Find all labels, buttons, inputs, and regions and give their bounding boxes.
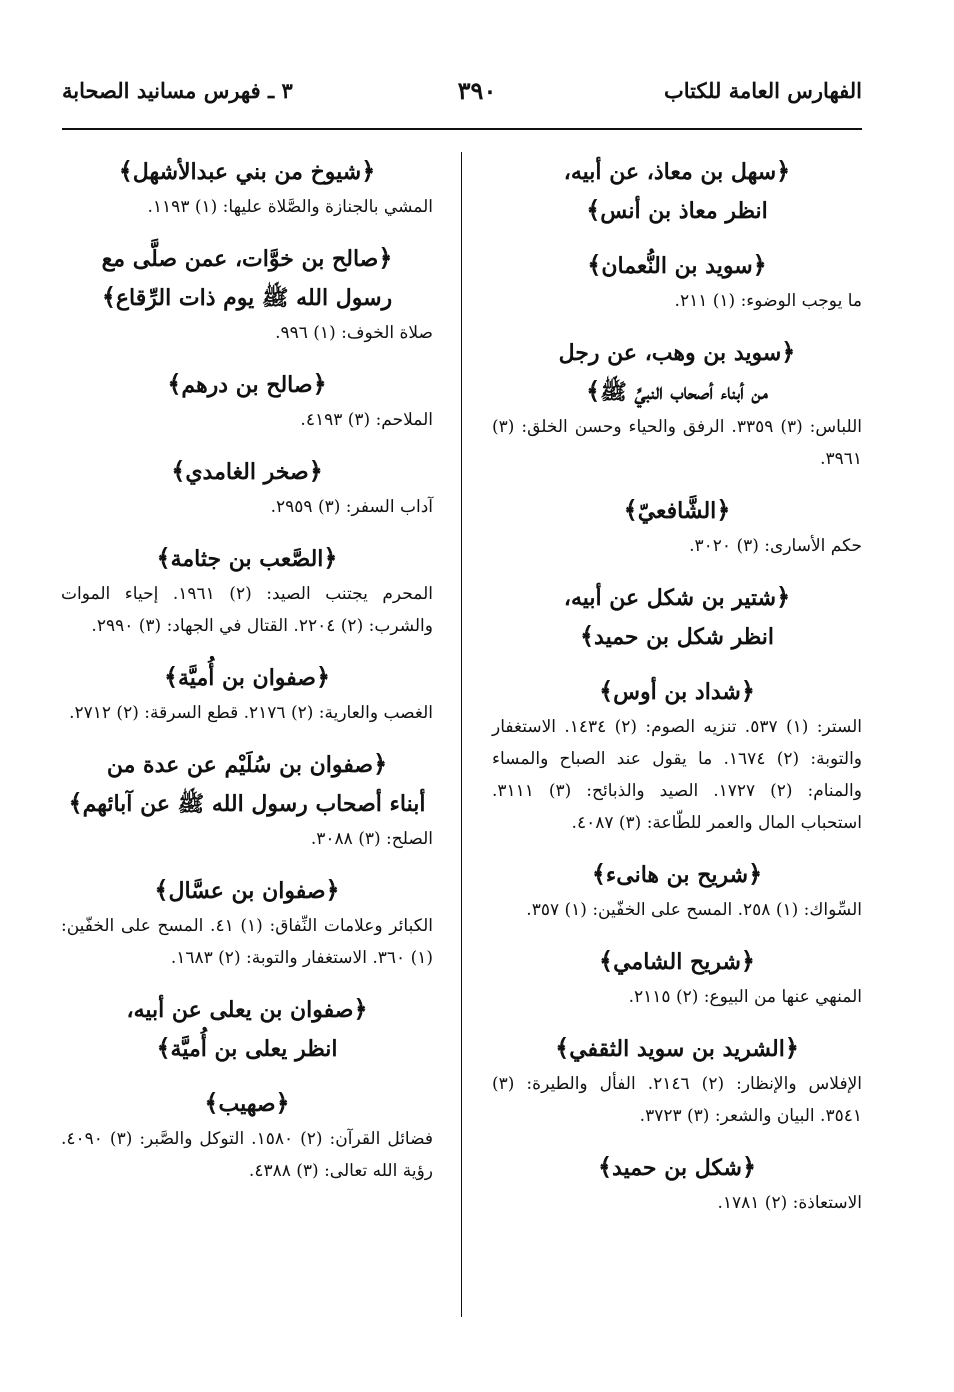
- open-bracket-glyph: ﴿: [776, 582, 791, 611]
- heading-text: الصَّعب بن جثامة: [170, 546, 324, 572]
- heading-line: [492, 152, 862, 191]
- running-header-section-title: ٣ ـ فهرس مسانيد الصحابة: [62, 78, 293, 103]
- open-bracket-glyph: ﴿: [275, 1088, 290, 1117]
- open-bracket-glyph: ﴿: [312, 369, 327, 398]
- index-entry: [492, 333, 862, 475]
- index-entry: [61, 990, 433, 1068]
- heading-line: [61, 452, 433, 491]
- index-entry: [492, 672, 862, 839]
- index-entry: [61, 239, 433, 349]
- entry-heading: [61, 539, 433, 578]
- index-entry: [61, 658, 433, 729]
- close-bracket-glyph: ﴾: [587, 250, 602, 279]
- entry-references: الكبائر وعلامات النِّفاق: (١) ٤١. المسح على الخفّين: (١) ٣٦٠. الاستغفار والتوبة: (٢) ١٦٨٣.: [61, 916, 433, 968]
- heading-text: صفوان بن سُلَيْم عن عدة من: [106, 752, 374, 778]
- entry-references: آداب السفر: (٣) ٢٩٥٩.: [270, 497, 433, 517]
- entry-references: المشي بالجنازة والصَّلاة عليها: (١) ١١٩٣.: [147, 197, 433, 217]
- heading-line: [61, 871, 433, 910]
- entry-references: الاستعاذة: (٢) ١٧٨١.: [717, 1193, 862, 1213]
- open-bracket-glyph: ﴿: [784, 1033, 799, 1062]
- close-bracket-glyph: ﴾: [579, 621, 595, 650]
- close-bracket-glyph: ﴾: [167, 369, 182, 398]
- heading-text: صفوان بن عسَّال: [168, 878, 326, 904]
- heading-line: [492, 578, 862, 617]
- column-divider: [461, 152, 462, 1317]
- close-bracket-glyph: ﴾: [154, 875, 169, 904]
- entry-references: الملاحم: (٣) ٤١٩٣.: [300, 410, 433, 430]
- index-entry: [492, 246, 862, 317]
- heading-line: [492, 191, 862, 230]
- running-header-book-title: الفهارس العامة للكتاب: [663, 78, 862, 103]
- close-bracket-glyph: ﴾: [204, 1088, 219, 1117]
- entry-references: صلاة الخوف: (١) ٩٩٦.: [275, 323, 433, 343]
- close-bracket-glyph: ﴾: [597, 1152, 613, 1181]
- index-entry: [61, 452, 433, 523]
- heading-text: شتير بن شكل عن أبيه،: [563, 585, 777, 611]
- index-entry: [492, 491, 862, 562]
- heading-line: [61, 152, 433, 191]
- entry-references: المحرم يجتنب الصيد: (٢) ١٩٦١. إحياء الموات والشرب: (٢) ٢٢٠٤. القتال في الجهاد: (٣) ٢٩٩٠.: [61, 584, 433, 636]
- entry-heading: [492, 942, 862, 981]
- open-bracket-glyph: ﴿: [752, 250, 767, 279]
- entry-heading: [492, 855, 862, 894]
- heading-line: [492, 855, 862, 894]
- header-divider: [62, 128, 862, 130]
- heading-text: شكل بن حميد: [612, 1155, 742, 1181]
- index-column-right: [492, 152, 862, 1235]
- heading-line: [61, 990, 433, 1029]
- heading-line: [492, 246, 862, 285]
- heading-text: صخر الغامدي: [185, 459, 309, 485]
- open-bracket-glyph: ﴿: [781, 337, 796, 366]
- entry-references: ما يوجب الوضوء: (١) ٢١١.: [674, 291, 862, 311]
- entry-references: السِّواك: (١) ٢٥٨. المسح على الخفّين: (١) ٣٥٧.: [526, 900, 862, 920]
- entry-heading: [61, 152, 433, 191]
- open-bracket-glyph: ﴿: [315, 662, 331, 691]
- index-entry: [61, 539, 433, 642]
- index-entry: [61, 365, 433, 436]
- heading-line: [492, 942, 862, 981]
- open-bracket-glyph: ﴿: [323, 543, 338, 572]
- entry-heading: [61, 239, 433, 317]
- heading-line: [492, 1029, 862, 1068]
- close-bracket-glyph: ﴾: [163, 662, 179, 691]
- heading-line: [61, 278, 433, 317]
- heading-text: الشريد بن سويد الثقفي: [569, 1036, 785, 1062]
- open-bracket-glyph: ﴿: [748, 859, 763, 888]
- open-bracket-glyph: ﴿: [373, 749, 388, 778]
- heading-line: [492, 491, 862, 530]
- entry-heading: [492, 578, 862, 656]
- open-bracket-glyph: ﴿: [325, 875, 340, 904]
- heading-text: صهيب: [218, 1091, 276, 1117]
- entry-heading: [61, 365, 433, 404]
- heading-text: انظر يعلى بن أُميَّة: [170, 1036, 338, 1062]
- close-bracket-glyph: ﴾: [68, 788, 83, 817]
- heading-text: رسول الله ﷺ يوم ذات الرِّقاع: [115, 285, 393, 311]
- index-entry: [61, 745, 433, 855]
- entry-references: الصلح: (٣) ٣٠٨٨.: [310, 829, 433, 849]
- entry-references: الإفلاس والإنظار: (٢) ٢١٤٦. الفأل والطيرة: (٣) ٣٥٤١. البيان والشعر: (٣) ٣٧٢٣.: [492, 1074, 862, 1126]
- entry-heading: [492, 246, 862, 285]
- entry-references: الغصب والعارية: (٢) ٢١٧٦. قطع السرقة: (٢) ٢٧١٢.: [69, 703, 433, 723]
- close-bracket-glyph: ﴾: [118, 156, 133, 185]
- heading-text: سويد بن وهب، عن رجل: [558, 340, 782, 366]
- open-bracket-glyph: ﴿: [740, 946, 755, 975]
- index-entry: [492, 1029, 862, 1132]
- heading-line: [61, 365, 433, 404]
- heading-line: [61, 784, 433, 823]
- heading-text: صفوان بن يعلى عن أبيه،: [126, 997, 354, 1023]
- heading-line: [61, 745, 433, 784]
- entry-heading: [492, 1148, 862, 1187]
- heading-text: الشَّافعيّ: [637, 498, 717, 524]
- index-entry: [492, 942, 862, 1013]
- close-bracket-glyph: ﴾: [599, 946, 614, 975]
- heading-text: شيوخ من بني عبدالأشهل: [132, 159, 362, 185]
- entry-heading: [492, 491, 862, 530]
- open-bracket-glyph: ﴿: [378, 243, 393, 272]
- entry-heading: [61, 871, 433, 910]
- index-entry: [492, 152, 862, 230]
- entry-heading: [492, 672, 862, 711]
- heading-text: صالح بن درهم: [181, 372, 313, 398]
- heading-text: أبناء أصحاب رسول الله ﷺ عن آبائهم: [82, 791, 426, 817]
- close-bracket-glyph: ﴾: [599, 676, 614, 705]
- entry-heading: [61, 658, 433, 697]
- heading-line: [492, 333, 862, 372]
- entry-heading: [61, 452, 433, 491]
- close-bracket-glyph: ﴾: [101, 282, 116, 311]
- open-bracket-glyph: ﴿: [308, 456, 323, 485]
- close-bracket-glyph: ﴾: [586, 195, 601, 224]
- index-entry: [492, 1148, 862, 1219]
- heading-text: سهل بن معاذ، عن أبيه،: [563, 159, 777, 185]
- open-bracket-glyph: ﴿: [741, 1152, 757, 1181]
- close-bracket-glyph: ﴾: [623, 495, 638, 524]
- close-bracket-glyph: ﴾: [156, 543, 171, 572]
- heading-text: سويد بن النُّعمان: [601, 253, 753, 279]
- heading-text: شريح الشامي: [613, 949, 741, 975]
- heading-line: [61, 658, 433, 697]
- close-bracket-glyph: ﴾: [171, 456, 186, 485]
- heading-line: [61, 1084, 433, 1123]
- heading-line: [492, 372, 862, 411]
- open-bracket-glyph: ﴿: [740, 676, 755, 705]
- entry-heading: [61, 745, 433, 823]
- open-bracket-glyph: ﴿: [353, 994, 368, 1023]
- index-entry: [61, 152, 433, 223]
- index-column-left: [61, 152, 433, 1203]
- heading-line: [492, 672, 862, 711]
- heading-text: انظر شكل بن حميد: [594, 624, 775, 650]
- open-bracket-glyph: ﴿: [776, 156, 791, 185]
- index-entry: [61, 871, 433, 974]
- heading-line: [61, 1029, 433, 1068]
- entry-references: فضائل القرآن: (٢) ١٥٨٠. التوكل والصَّبر: (٣) ٤٠٩٠. رؤية الله تعالى: (٣) ٤٣٨٨.: [61, 1129, 433, 1181]
- heading-line: [61, 239, 433, 278]
- entry-references: المنهي عنها من البيوع: (٢) ٢١١٥.: [628, 987, 862, 1007]
- entry-heading: [492, 1029, 862, 1068]
- heading-line: [492, 617, 862, 656]
- entry-references: اللباس: (٣) ٣٣٥٩. الرفق والحياء وحسن الخلق: (٣) ٣٩٦١.: [492, 417, 863, 469]
- open-bracket-glyph: ﴿: [716, 495, 731, 524]
- page-number: ٣٩٠: [457, 76, 497, 105]
- heading-line: [492, 1148, 862, 1187]
- close-bracket-glyph: ﴾: [591, 859, 606, 888]
- heading-text: شريح بن هانىء: [605, 862, 749, 888]
- heading-text: صالح بن خوَّات، عمن صلَّى مع: [101, 246, 379, 272]
- heading-line: [61, 539, 433, 578]
- entry-references: حكم الأسارى: (٣) ٣٠٢٠.: [689, 536, 862, 556]
- heading-text: صفوان بن أُميَّة: [178, 665, 316, 691]
- entry-heading: [492, 152, 862, 230]
- open-bracket-glyph: ﴿: [361, 156, 376, 185]
- close-bracket-glyph: ﴾: [555, 1033, 570, 1062]
- heading-text: انظر معاذ بن أنس: [600, 198, 768, 224]
- entry-heading: [61, 1084, 433, 1123]
- entry-heading: [61, 990, 433, 1068]
- index-entry: [61, 1084, 433, 1187]
- heading-text: من أبناء أصحاب النبيِّ ﷺ: [600, 379, 768, 405]
- entry-heading: [492, 333, 862, 411]
- index-entry: [492, 578, 862, 656]
- heading-text: شداد بن أوس: [613, 679, 741, 705]
- entry-references: الستر: (١) ٥٣٧. تنزيه الصوم: (٢) ١٤٣٤. الاستغفار والتوبة: (٢) ١٦٧٤. ما يقول عند الصباح والمساء والمنام: (٢) ١٧٢٧. الصيد والذبائح: (٣) ٣١١١. استحباب المال والعمر للطّاعة: (٣) ٤٠٨٧.: [492, 717, 863, 833]
- index-entry: [492, 855, 862, 926]
- close-bracket-glyph: ﴾: [586, 376, 601, 405]
- close-bracket-glyph: ﴾: [156, 1033, 171, 1062]
